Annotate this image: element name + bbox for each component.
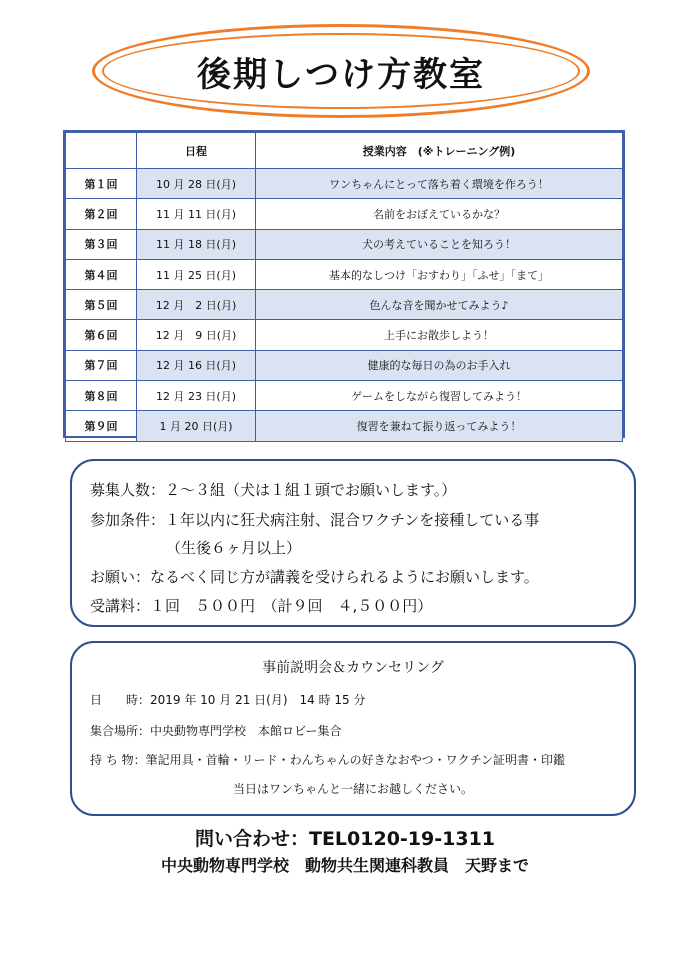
lesson-number: 第５回 [66, 290, 137, 320]
lesson-date: 12 月 2 日(月) [137, 290, 256, 320]
lesson-content: 色んな音を聞かせてみよう♪ [256, 290, 623, 320]
lesson-content: ワンちゃんにとって落ち着く環境を作ろう！ [256, 169, 623, 199]
lesson-number: 第８回 [66, 381, 137, 411]
lesson-date: 10 月 28 日(月) [137, 169, 256, 199]
recruit-count: 募集人数：２～３組（犬は１組１頭でお願いします。） [90, 481, 457, 499]
lesson-number: 第１回 [66, 169, 137, 199]
lesson-content: 復習を兼ねて振り返ってみよう！ [256, 411, 623, 441]
lesson-number: 第９回 [66, 411, 137, 441]
lesson-date: 12 月 23 日(月) [137, 381, 256, 411]
page-title: 後期しつけ方教室 [197, 54, 485, 95]
briefing-session-box [70, 641, 636, 816]
lesson-number: 第４回 [66, 259, 137, 289]
lesson-date: 11 月 18 日(月) [137, 229, 256, 259]
request-note: お願い：なるべく同じ方が講義を受けられるようにお願いします。 [90, 568, 539, 586]
header-content: 授業内容 (※トレーニング例) [256, 133, 623, 169]
lesson-date: 12 月 16 日(月) [137, 350, 256, 380]
contact-organization: 中央動物専門学校 動物共生関連科教員 天野まで [160, 856, 529, 875]
table-row [66, 169, 623, 199]
lesson-date: 1 月 20 日(月) [137, 411, 256, 441]
lesson-number: 第６回 [66, 320, 137, 350]
session-datetime: 日 時：2019 年 10 月 21 日(月) 14 時 15 分 [90, 693, 366, 707]
participation-conditions: 参加条件：１年以内に狂犬病注射、混合ワクチンを接種している事 [90, 511, 540, 529]
contact-phone: 問い合わせ：TEL0120-19-1311 [194, 828, 496, 850]
lesson-content: 基本的なしつけ「おすわり」「ふせ」「まて」 [256, 259, 623, 289]
schedule-table [63, 130, 625, 438]
lesson-number: 第７回 [66, 350, 137, 380]
lesson-content: 犬の考えていることを知ろう！ [256, 229, 623, 259]
lesson-content: 名前をおぼえているかな？ [256, 199, 623, 229]
table-row [66, 350, 623, 380]
tuition-fee: 受講料：１回 ５００円 （計９回 ４,５００円） [90, 597, 433, 615]
table-row [66, 229, 623, 259]
header-date: 日程 [137, 133, 256, 169]
session-note: 当日はワンちゃんと一緒にお越しください。 [232, 782, 473, 796]
lesson-number: 第３回 [66, 229, 137, 259]
session-place: 集合場所：中央動物専門学校 本館ロビー集合 [90, 724, 342, 738]
title-oval [92, 24, 590, 118]
lesson-content: 上手にお散歩しよう！ [256, 320, 623, 350]
session-items: 持 ち 物：筆記用具・首輪・リード・わんちゃんの好きなおやつ・ワクチン証明書・印鑑 [90, 753, 566, 767]
table-header-row [66, 133, 623, 169]
lesson-content: 健康的な毎日の為のお手入れ [256, 350, 623, 380]
lesson-date: 11 月 25 日(月) [137, 259, 256, 289]
lesson-number: 第２回 [66, 199, 137, 229]
enrollment-info-box [70, 459, 636, 627]
table-row [66, 290, 623, 320]
lesson-date: 12 月 9 日(月) [137, 320, 256, 350]
table-row [66, 320, 623, 350]
table-row [66, 411, 623, 441]
header-number [66, 133, 137, 169]
table-row [66, 199, 623, 229]
table-row [66, 381, 623, 411]
lesson-content: ゲームをしながら復習してみよう！ [256, 381, 623, 411]
session-title: 事前説明会＆カウンセリング [262, 660, 444, 676]
lesson-date: 11 月 11 日(月) [137, 199, 256, 229]
table-row [66, 259, 623, 289]
conditions-note: （生後６ヶ月以上） [166, 539, 302, 557]
